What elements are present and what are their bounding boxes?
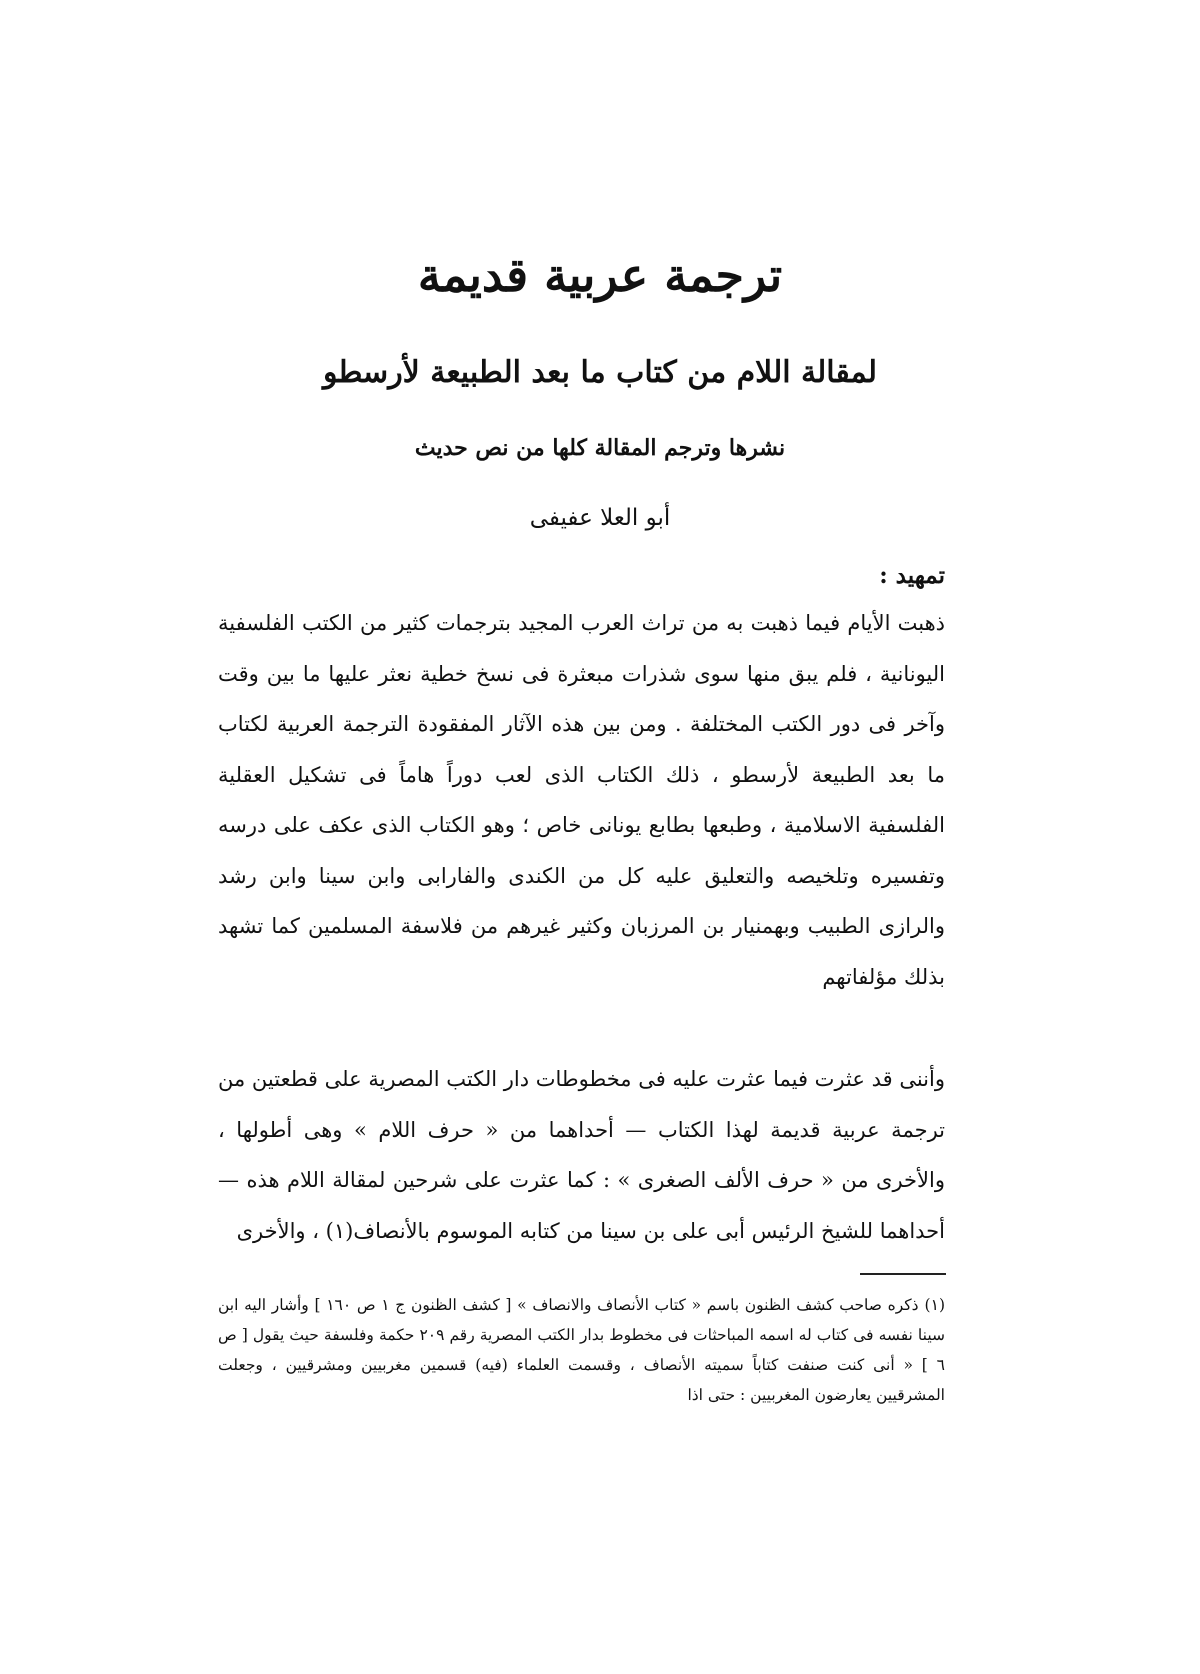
page-subtitle: لمقالة اللام من كتاب ما بعد الطبيعة لأرسطو: [322, 355, 878, 390]
footnote: [218, 1290, 945, 1410]
section-heading-intro: تمهيد :: [879, 562, 945, 589]
footnote-divider: [860, 1273, 946, 1275]
body-paragraph-1: ذهبت الأيام فيما ذهبت به من تراث العرب المجيد بترجمات كثير من الكتب الفلسفية اليونانية ، فلم يبق منها سوى شذرات مبعثرة فى نسخ خطية نعثر عليها ما بين وقت وآخر فى دور الكتب المختلفة . ومن بين هذه الآثار المفقودة الترجمة العربية لكتاب ما بعد الطبيعة لأرسطو ، ذلك الكتاب الذى لعب دوراً هاماً فى تشكيل العقلية الفلسفية الاسلامية ، وطبعها بطابع يونانى خاص ؛ وهو الكتاب الذى عكف على درسه وتفسيره وتلخيصه والتعليق عليه كل من الكندى والفارابى وابن سينا وابن رشد والرازى الطبيب وبهمنيار بن المرزبان وكثير غيرهم من فلاسفة المسلمين كما تشهد بذلك مؤلفاتهم: [218, 611, 945, 989]
page-title: ترجمة عربية قديمة: [417, 248, 783, 302]
author-name: أبو العلا عفيفى: [529, 505, 671, 531]
page-subtitle-secondary: نشرها وترجم المقالة كلها من نص حديث: [414, 435, 786, 461]
footnote-number: (١): [924, 1296, 945, 1314]
footnote-text: ذكره صاحب كشف الظنون باسم « كتاب الأنصاف والانصاف » [ كشف الظنون ج ١ ص ١٦٠ ] وأشار اليه ابن سينا نفسه فى كتاب له اسمه المباحثات فى مخطوط بدار الكتب المصرية رقم ٢٠٩ حكمة وفلسفة حيث يقول [ ص ٦ ] « أنى كنت صنفت كتاباً سميته الأنصاف ، وقسمت العلماء (فيه) قسمين مغربيين ومشرقيين ، وجعلت المشرقيين يعارضون المغربيين : حتى اذا: [218, 1296, 945, 1404]
body-paragraph-2: وأننى قد عثرت فيما عثرت عليه فى مخطوطات دار الكتب المصرية على قطعتين من ترجمة عربية قديمة لهذا الكتاب — أحداهما من « حرف اللام » وهى أطولها ، والأخرى من « حرف الألف الصغرى » : كما عثرت على شرحين لمقالة اللام هذه — أحداهما للشيخ الرئيس أبى على بن سينا من كتابه الموسوم بالأنصاف(١) ، والأخرى: [218, 1067, 945, 1243]
